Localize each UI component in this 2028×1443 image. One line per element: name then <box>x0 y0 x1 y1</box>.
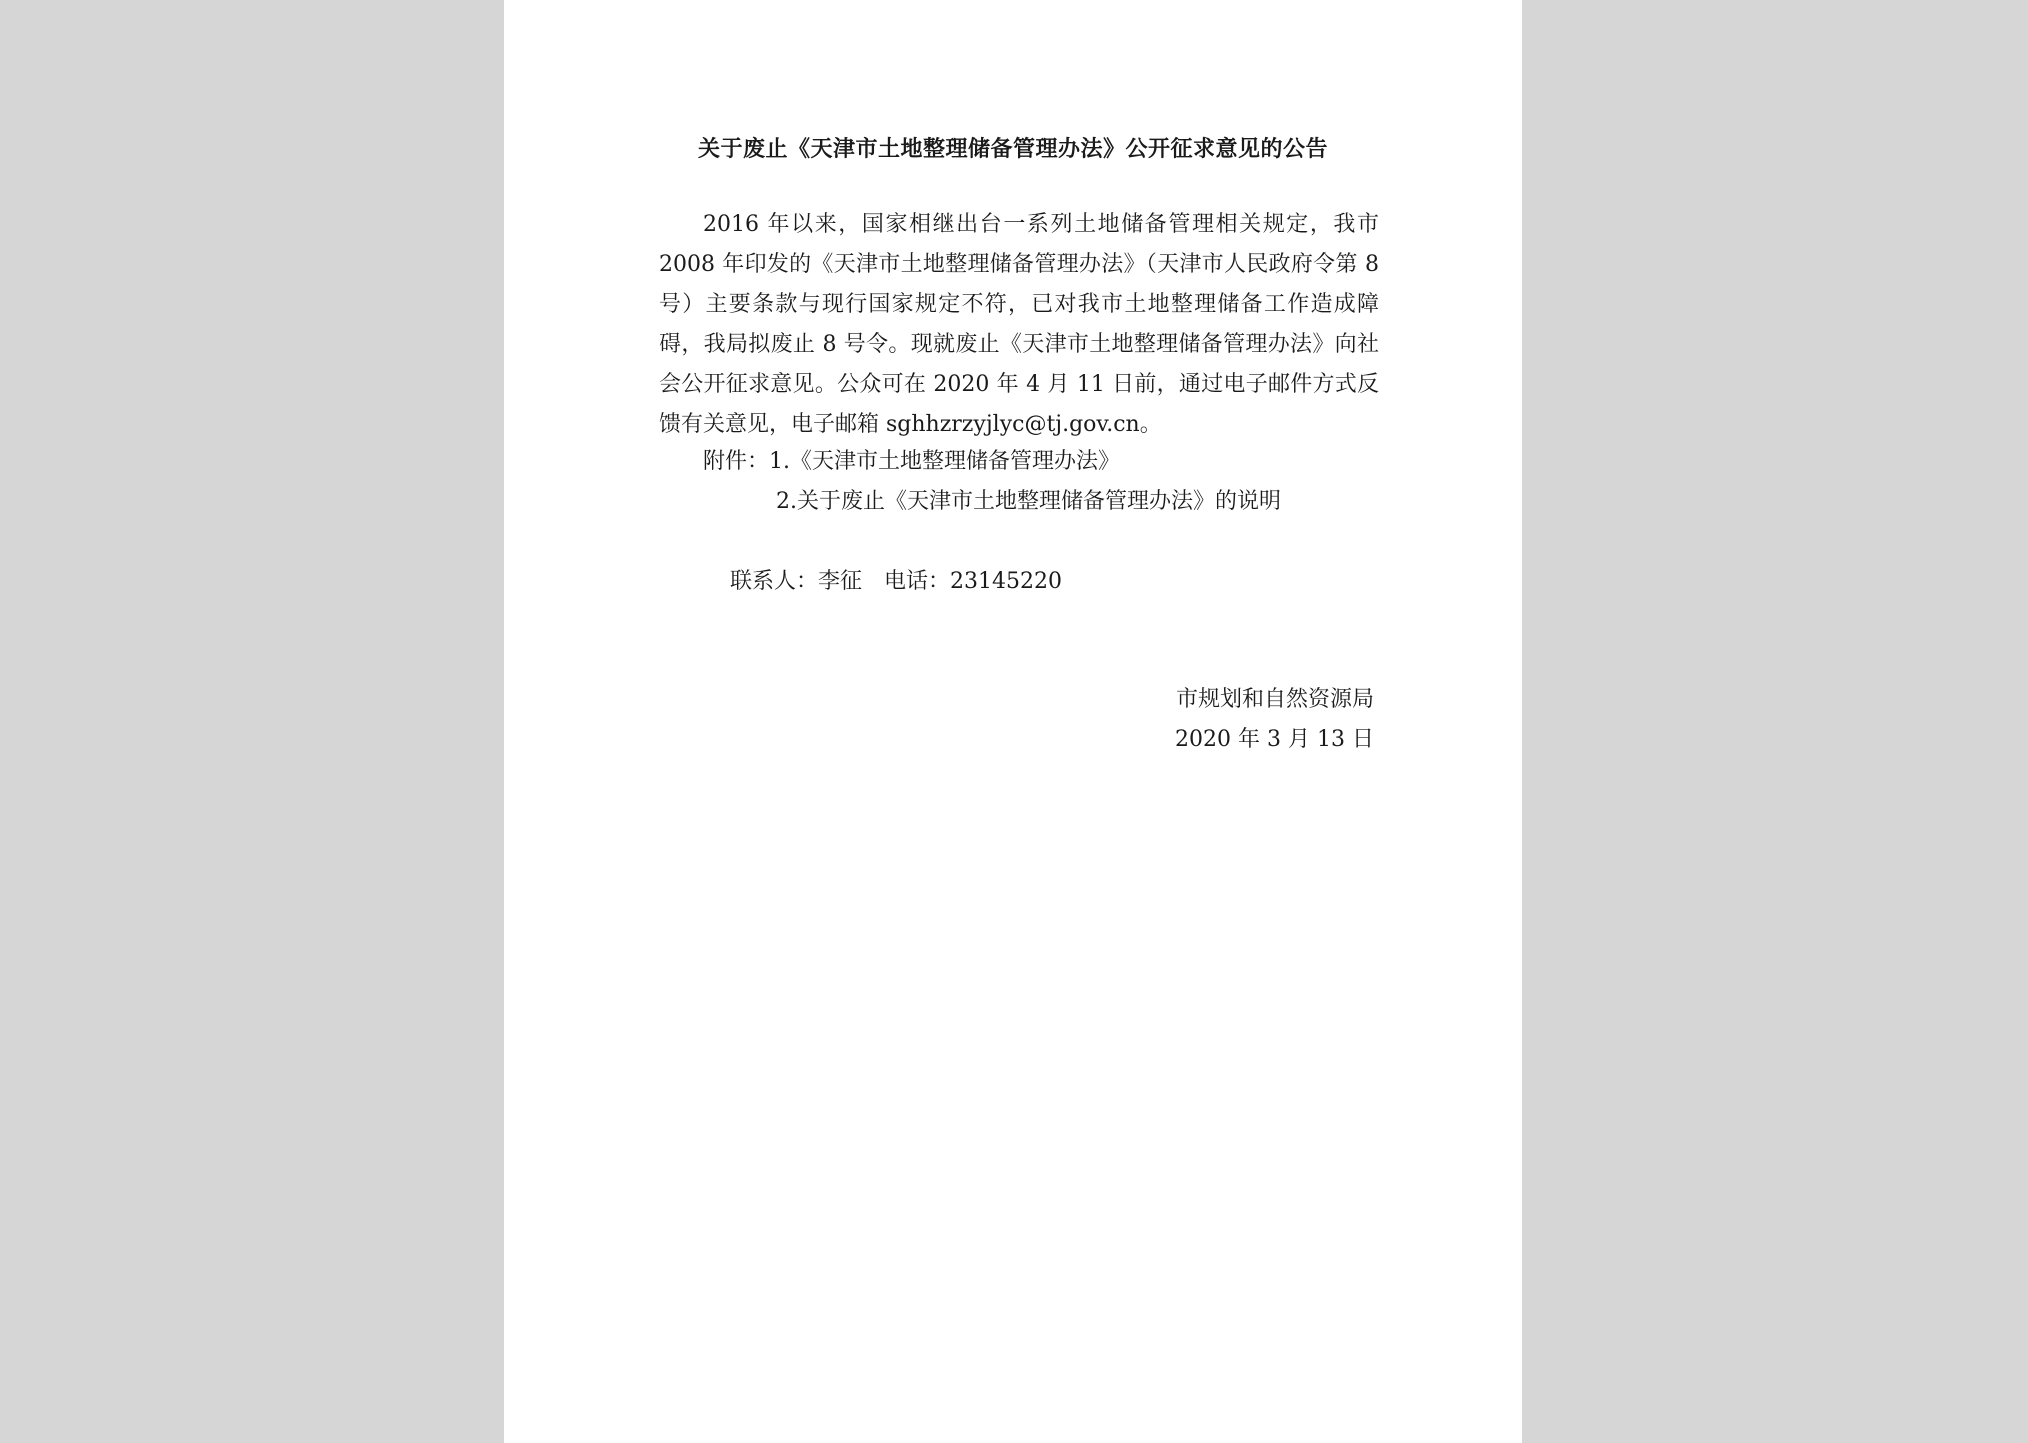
attachment-2-line <box>776 482 1281 522</box>
body-paragraph: 2016 年以来，国家相继出台一系列土地储备管理相关规定，我市 2008 年印发的《天津市土地整理储备管理办法》（天津市人民政府令第 8 号）主要条款与现行国家规定不符，已对我市土地整理储备工作造成障碍，我局拟废止 8 号令。现就废止《天津市土地整理储备管理办法》向社会公开征求意见。公众可在 2020 年 4 月 11 日前，通过电子邮件方式反馈有关意见，电子邮箱 sghhzrzyjlyc@tj.gov.cn。 <box>659 212 1379 437</box>
document-title: 关于废止《天津市土地整理储备管理办法》公开征求意见的公告 <box>697 136 1328 162</box>
contact-person: 联系人：李征 <box>730 569 863 594</box>
contact-line <box>730 562 1062 602</box>
signature-org: 市规划和自然资源局 <box>1175 687 1374 712</box>
attachment-2: 2.关于废止《天津市土地整理储备管理办法》的说明 <box>776 489 1281 514</box>
signature-date: 2020 年 3 月 13 日 <box>1175 727 1374 752</box>
attachments-label: 附件： <box>703 449 770 474</box>
signature-block <box>1175 680 1374 760</box>
document-page <box>504 0 1522 1443</box>
contact-phone: 电话：23145220 <box>884 569 1062 594</box>
attachment-1-line <box>659 442 1120 482</box>
attachment-1: 1.《天津市土地整理储备管理办法》 <box>769 449 1121 474</box>
document-body <box>659 205 1379 445</box>
